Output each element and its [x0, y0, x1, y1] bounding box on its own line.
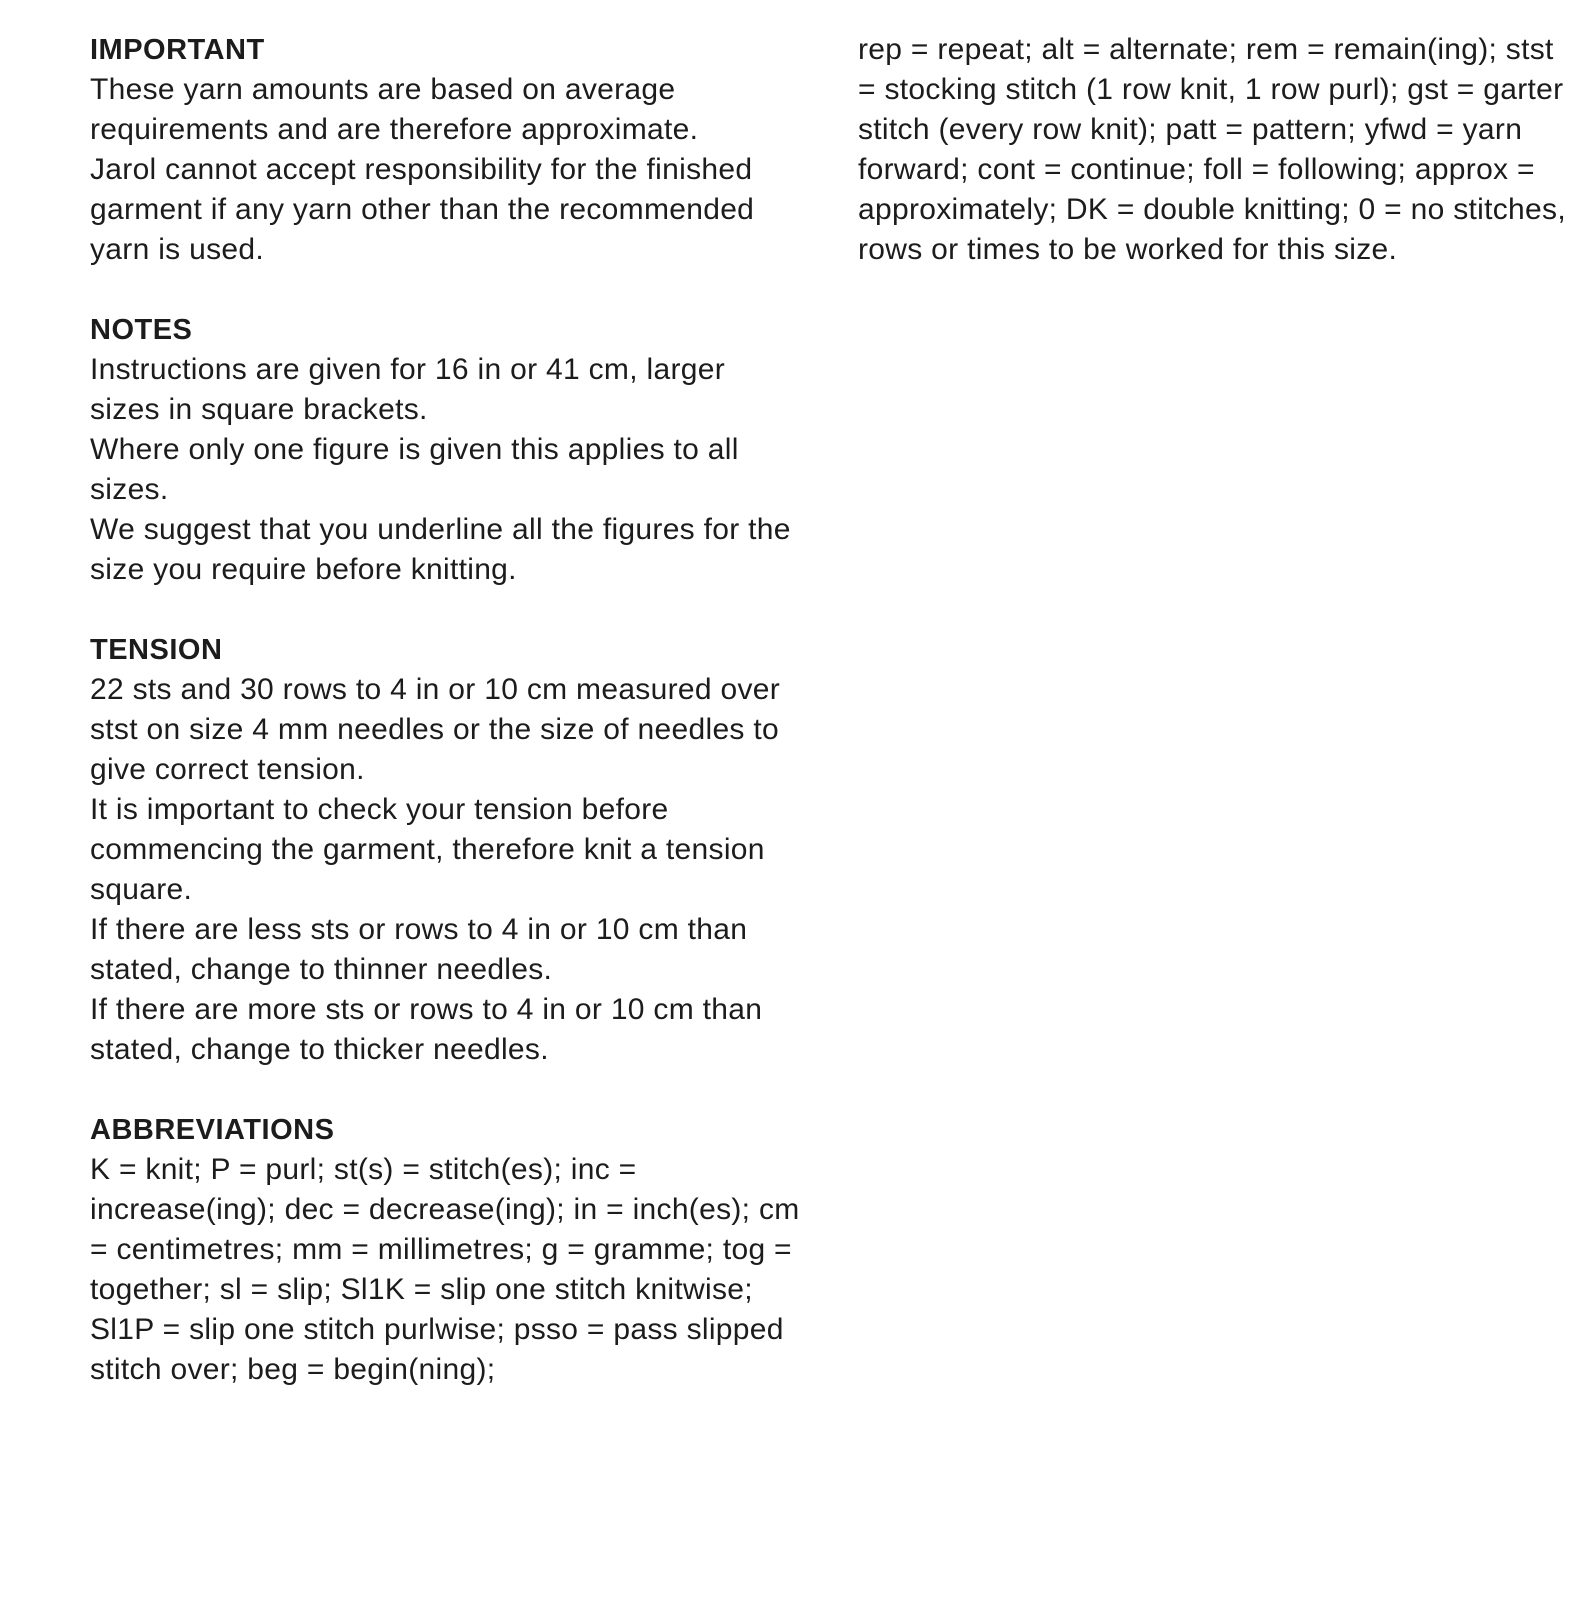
- important-paragraph: Jarol cannot accept responsibility for the finished garment if any yarn other than the recommended yarn is used.: [90, 153, 755, 266]
- tension-heading: TENSION: [90, 634, 223, 666]
- important-heading: IMPORTANT: [90, 34, 265, 66]
- left-column: [90, 30, 802, 1430]
- tension-paragraph: 22 sts and 30 rows to 4 in or 10 cm measured over stst on size 4 mm needles or the size of needles to give correct tension.: [90, 673, 781, 786]
- tension-section: [90, 630, 802, 1070]
- tension-paragraph: If there are less sts or rows to 4 in or 10 cm than stated, change to thinner needles.: [90, 913, 748, 986]
- tension-paragraph: If there are more sts or rows to 4 in or 10 cm than stated, change to thicker needles.: [90, 993, 763, 1066]
- important-section: [90, 30, 802, 270]
- abbreviations-heading: ABBREVIATIONS: [90, 1114, 335, 1146]
- abbreviations-section: [90, 1110, 802, 1390]
- abbreviations-paragraph: K = knit; P = purl; st(s) = stitch(es); inc = increase(ing); dec = decrease(ing); in = inch(es); cm = centimetres; mm = millimetres; g = gramme; tog = together; sl = slip; Sl1K = slip one stitch knitwise; Sl1P = slip one stitch purlwise; psso = pass slipped stitch over; beg = begin(ning);: [90, 1153, 800, 1386]
- notes-paragraph: Instructions are given for 16 in or 41 cm, larger sizes in square brackets.: [90, 353, 725, 426]
- abbreviations-continued-paragraph: rep = repeat; alt = alternate; rem = remain(ing); stst = stocking stitch (1 row knit, 1 row purl); gst = garter stitch (every row knit); patt = pattern; yfwd = yarn forward; cont = continue; foll = following; approx = approximately; DK = double knitting; 0 = no stitches, rows or times to be worked for this size.: [858, 33, 1566, 266]
- notes-paragraph: We suggest that you underline all the figures for the size you require before knitting.: [90, 513, 791, 586]
- notes-paragraph: Where only one figure is given this applies to all sizes.: [90, 433, 739, 506]
- important-paragraph: These yarn amounts are based on average requirements and are therefore approximate.: [90, 73, 699, 146]
- abbreviations-continued-section: [858, 30, 1576, 270]
- tension-paragraph: It is important to check your tension before commencing the garment, therefore knit a tension square.: [90, 793, 765, 906]
- notes-heading: NOTES: [90, 314, 193, 346]
- right-column: [858, 30, 1576, 310]
- notes-section: [90, 310, 802, 590]
